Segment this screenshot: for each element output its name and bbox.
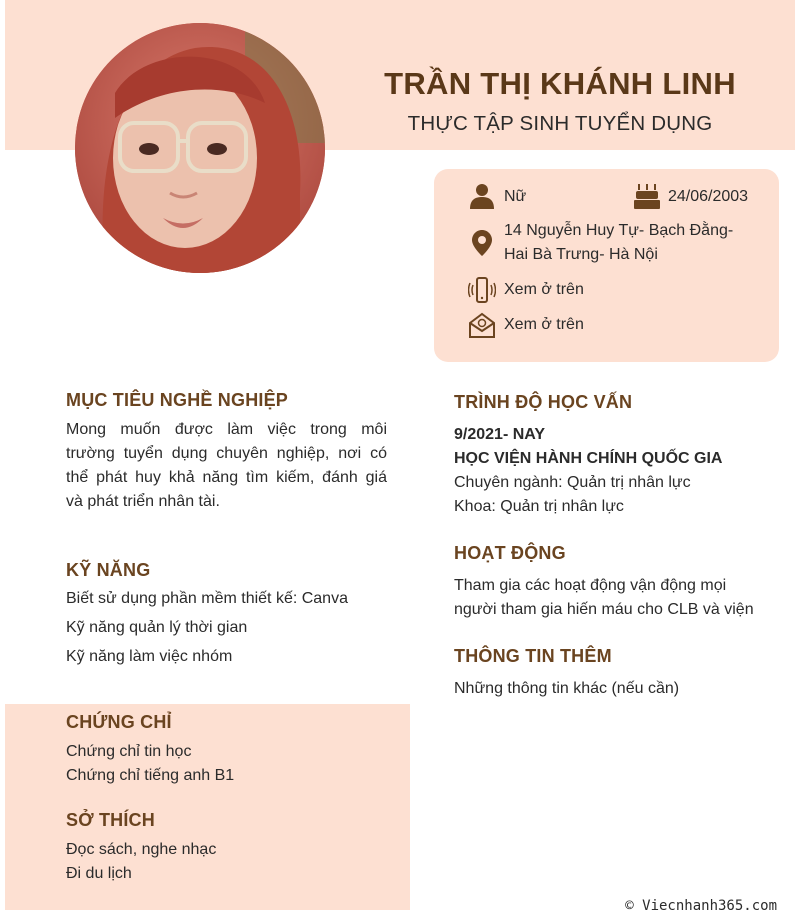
objective-line: thể phát huy khả năng tìm kiếm, đánh giá (66, 469, 387, 486)
avatar (75, 23, 325, 273)
certificate-item: Chứng chỉ tiếng anh B1 (66, 767, 235, 784)
objective-title: MỤC TIÊU NGHỀ NGHIỆP (66, 390, 289, 410)
avatar-photo (75, 23, 325, 273)
education-faculty: Khoa: Quản trị nhân lực (454, 498, 624, 515)
email-value: Xem ở trên (504, 316, 584, 333)
envelope-icon (468, 311, 496, 339)
skill-item: Kỹ năng làm việc nhóm (66, 648, 233, 665)
phone-icon (468, 276, 496, 304)
cake-icon (633, 182, 661, 210)
candidate-name: TRẦN THỊ KHÁNH LINH (384, 66, 736, 101)
extra-text: Những thông tin khác (nếu cần) (454, 680, 680, 697)
hobbies-title: SỞ THÍCH (66, 810, 155, 830)
objective-text (66, 418, 387, 514)
activities-line: người tham gia hiến máu cho CLB và viện (454, 601, 754, 618)
activities-line: Tham gia các hoạt động vận động mọi (454, 577, 727, 594)
education-title: TRÌNH ĐỘ HỌC VẤN (454, 392, 633, 412)
certificates-title: CHỨNG CHỈ (66, 712, 172, 732)
objective-line: và phát triển nhân tài. (66, 493, 220, 510)
hobby-item: Đi du lịch (66, 865, 132, 882)
skill-item: Kỹ năng quản lý thời gian (66, 619, 248, 636)
candidate-role: THỰC TẬP SINH TUYỂN DỤNG (407, 112, 713, 135)
objective-line: trường tuyển dụng chuyên nghiệp, nơi có (66, 445, 387, 462)
copyright-footer: © Viecnhanh365.com (625, 898, 777, 914)
education-period: 9/2021- NAY (454, 426, 546, 443)
person-icon (468, 182, 496, 210)
birthday-value: 24/06/2003 (668, 188, 749, 205)
gender-value: Nữ (504, 188, 527, 205)
address-line-2: Hai Bà Trưng- Hà Nội (504, 246, 658, 263)
skill-item: Biết sử dụng phần mềm thiết kế: Canva (66, 590, 348, 607)
location-pin-icon (468, 229, 496, 257)
education-school: HỌC VIỆN HÀNH CHÍNH QUỐC GIA (454, 450, 723, 467)
objective-line: Mong muốn được làm việc trong môi (66, 421, 387, 438)
contact-card (434, 169, 779, 362)
certificate-item: Chứng chỉ tin học (66, 743, 192, 760)
skills-title: KỸ NĂNG (66, 560, 151, 580)
address-line-1: 14 Nguyễn Huy Tự- Bạch Đằng- (504, 222, 734, 239)
phone-value: Xem ở trên (504, 281, 584, 298)
hobby-item: Đọc sách, nghe nhạc (66, 841, 217, 858)
education-major: Chuyên ngành: Quản trị nhân lực (454, 474, 691, 491)
extra-title: THÔNG TIN THÊM (454, 646, 612, 666)
activities-title: HOẠT ĐỘNG (454, 543, 566, 563)
